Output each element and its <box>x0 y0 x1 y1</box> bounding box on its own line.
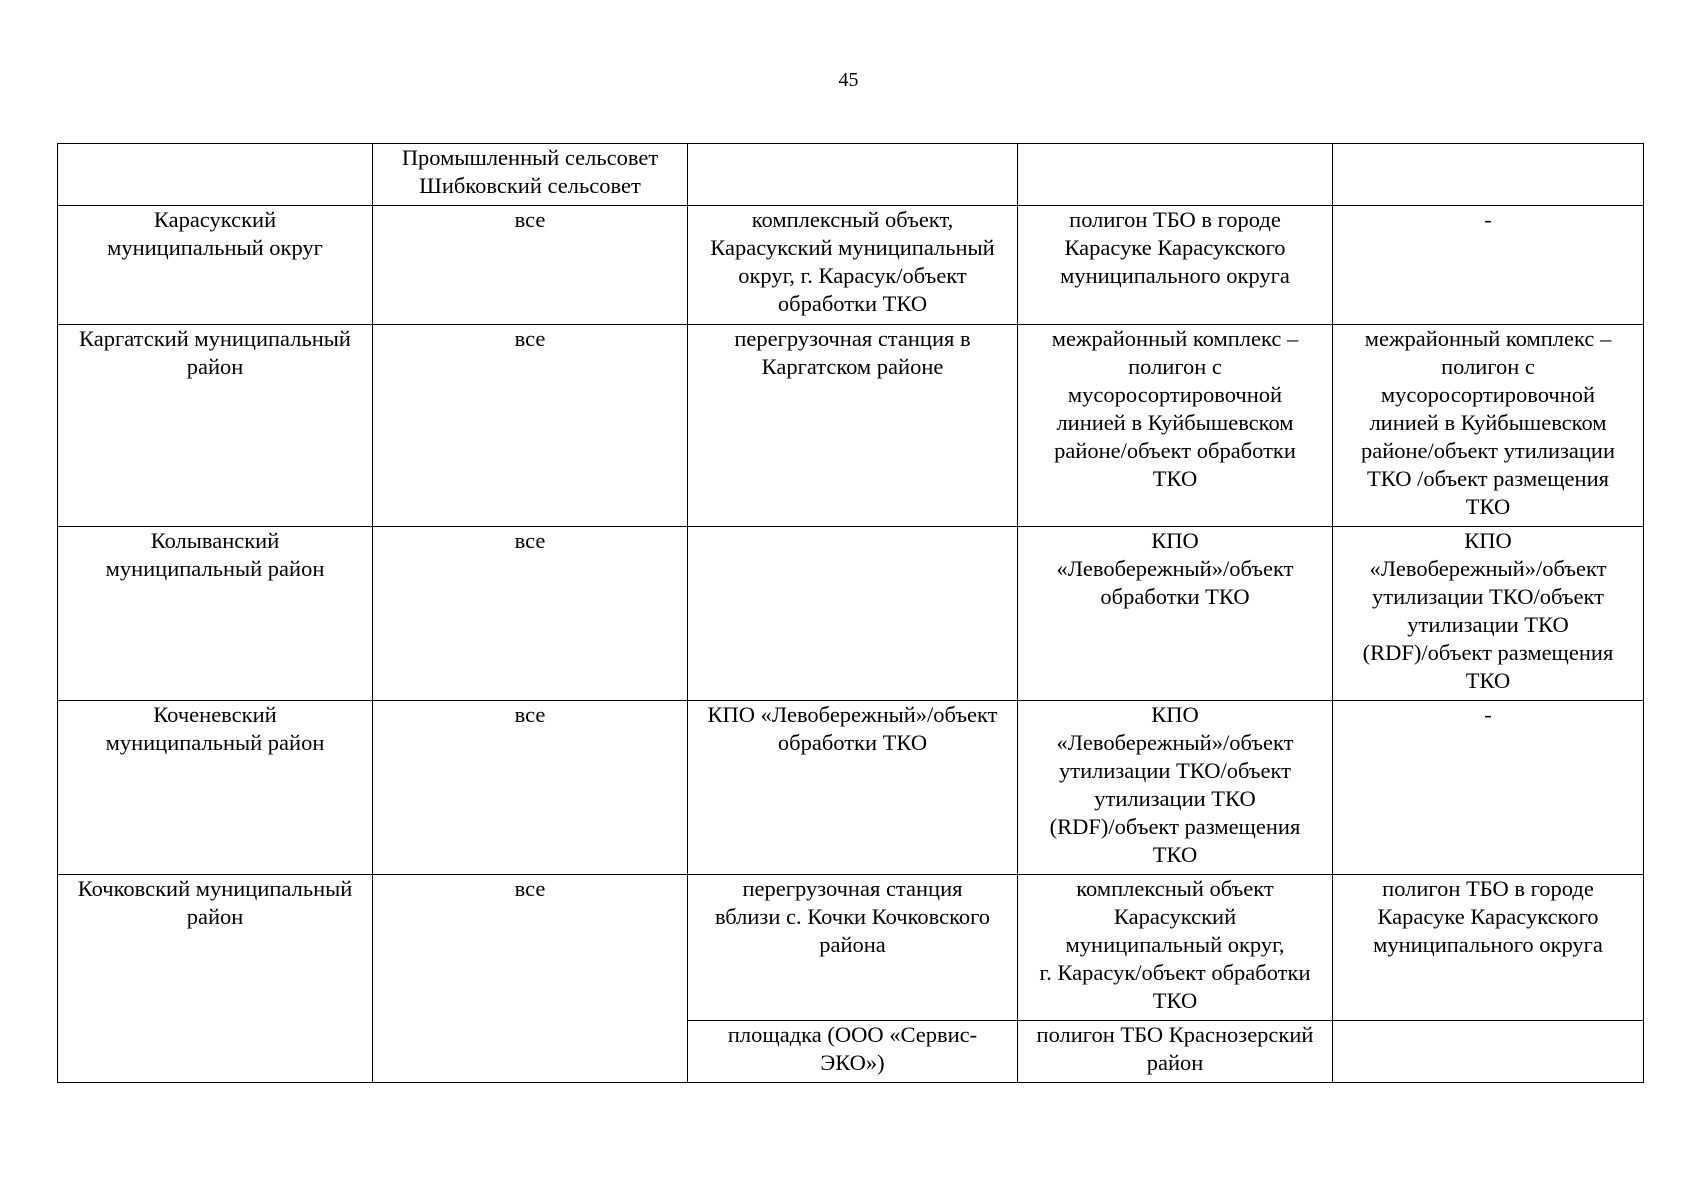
disposal-facility-cell <box>1333 144 1644 206</box>
processing-facility-cell: КПО «Левобережный»/объект обработки ТКО <box>1018 527 1333 701</box>
transfer-facility-cell <box>688 527 1018 701</box>
processing-facility-cell: КПО «Левобережный»/объект утилизации ТКО/объект утилизации ТКО (RDF)/объект размещения ТКО <box>1018 701 1333 875</box>
settlements-cell: все <box>373 701 688 875</box>
municipality-cell: Каргатский муниципальный район <box>58 325 373 527</box>
table-row <box>58 527 1644 701</box>
processing-facility-cell: комплексный объект Карасукский муниципальный округ, г. Карасук/объект обработки ТКО <box>1018 875 1333 1021</box>
settlements-cell: все <box>373 875 688 1083</box>
processing-facility-cell <box>1018 144 1333 206</box>
disposal-facility-cell: межрайонный комплекс – полигон с мусоросортировочной линией в Куйбышевском районе/объект утилизации ТКО /объект размещения ТКО <box>1333 325 1644 527</box>
disposal-facility-cell: - <box>1333 206 1644 325</box>
table-row <box>58 875 1644 1021</box>
settlements-cell: Промышленный сельсовет Шибковский сельсовет <box>373 144 688 206</box>
disposal-facility-cell: - <box>1333 701 1644 875</box>
municipality-cell: Колыванский муниципальный район <box>58 527 373 701</box>
transfer-facility-cell: КПО «Левобережный»/объект обработки ТКО <box>688 701 1018 875</box>
transfer-facility-cell: перегрузочная станция вблизи с. Кочки Кочковского района <box>688 875 1018 1021</box>
transfer-facility-cell: площадка (ООО «Сервис- ЭКО») <box>688 1021 1018 1083</box>
municipality-cell: Карасукский муниципальный округ <box>58 206 373 325</box>
disposal-facility-cell: полигон ТБО в городе Карасуке Карасукского муниципального округа <box>1333 875 1644 1021</box>
municipality-cell <box>58 144 373 206</box>
transfer-facility-cell <box>688 144 1018 206</box>
processing-facility-cell: полигон ТБО в городе Карасуке Карасукского муниципального округа <box>1018 206 1333 325</box>
settlements-cell: все <box>373 527 688 701</box>
transfer-facility-cell: перегрузочная станция в Каргатском районе <box>688 325 1018 527</box>
municipality-cell: Кочковский муниципальный район <box>58 875 373 1083</box>
table-row <box>58 325 1644 527</box>
disposal-facility-cell: КПО «Левобережный»/объект утилизации ТКО/объект утилизации ТКО (RDF)/объект размещения ТКО <box>1333 527 1644 701</box>
table-row <box>58 144 1644 206</box>
municipality-cell: Коченевский муниципальный район <box>58 701 373 875</box>
processing-facility-cell: межрайонный комплекс – полигон с мусоросортировочной линией в Куйбышевском районе/объект обработки ТКО <box>1018 325 1333 527</box>
table-row <box>58 701 1644 875</box>
waste-routing-table <box>57 143 1644 1083</box>
page-number: 45 <box>838 69 859 91</box>
settlements-cell: все <box>373 325 688 527</box>
settlements-cell: все <box>373 206 688 325</box>
table-row <box>58 206 1644 325</box>
disposal-facility-cell <box>1333 1021 1644 1083</box>
processing-facility-cell: полигон ТБО Краснозерский район <box>1018 1021 1333 1083</box>
transfer-facility-cell: комплексный объект, Карасукский муниципальный округ, г. Карасук/объект обработки ТКО <box>688 206 1018 325</box>
